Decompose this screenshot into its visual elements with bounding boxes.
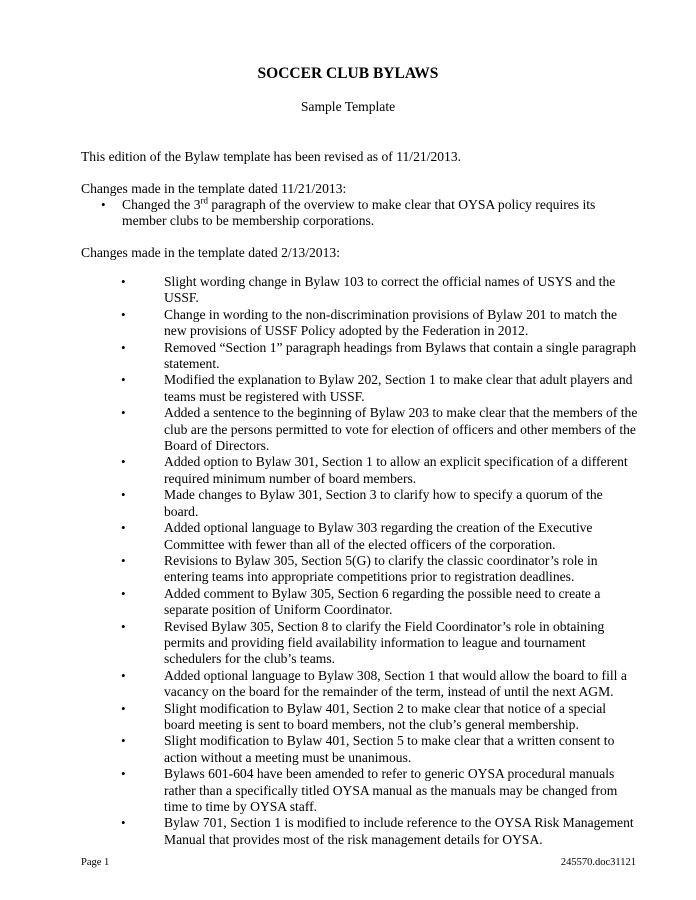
bullet-icon: • [121, 372, 126, 388]
bullet-icon: • [121, 618, 126, 634]
list-item [0, 619, 696, 668]
list-item-text: Bylaws 601-604 have been amended to refer to generic OYSA procedural manuals rather than a specifically titled OYSA manual as the manuals may be changed from time to time by OYSA staff. [164, 766, 618, 814]
footer-doc-id: 245570.doc31121 [560, 857, 636, 868]
list-item-text: Added optional language to Bylaw 308, Section 1 that would allow the board to fill a vacancy on the board for the remainder of the term, instead of until the next AGM. [164, 667, 627, 700]
bullet-icon: • [121, 339, 126, 355]
list-item [0, 733, 696, 766]
list-item [0, 586, 696, 619]
list-item [0, 766, 696, 815]
list-item [0, 372, 696, 405]
list-item [0, 553, 696, 586]
list-item [0, 307, 696, 340]
document-subtitle: Sample Template [300, 99, 396, 114]
list-item-text: Added optional language to Bylaw 303 regarding the creation of the Executive Committee with fewer than all of the elected officers of the corporation. [164, 520, 593, 552]
document-title: SOCCER CLUB BYLAWS [257, 65, 439, 82]
bullet-icon: • [121, 552, 126, 568]
changes-1-item-text: Changed the 3rd paragraph of the overview to make clear that OYSA policy requires its member clubs to be membership corporations. [122, 195, 596, 229]
bullet-icon: • [121, 766, 126, 782]
list-item-text: Added option to Bylaw 301, Section 1 to allow an explicit specification of a different required minimum number of board members. [164, 454, 628, 486]
bullet-icon: • [121, 306, 126, 322]
bullet-icon: • [121, 585, 126, 601]
bullet-icon: • [121, 667, 126, 683]
list-item [0, 405, 696, 454]
list-item [0, 340, 696, 373]
bullet-icon: • [121, 520, 126, 536]
list-item-text: Made changes to Bylaw 301, Section 3 to clarify how to specify a quorum of the board. [164, 487, 603, 519]
bullet-icon: • [121, 815, 126, 831]
changes-2-heading: Changes made in the template dated 2/13/2013: [81, 245, 340, 260]
list-item [0, 701, 696, 734]
bullet-icon: • [121, 700, 126, 716]
list-item-text: Change in wording to the non-discrimination provisions of Bylaw 201 to match the new provisions of USSF Policy adopted by the Federation in 2012. [164, 306, 618, 339]
list-item [0, 454, 696, 487]
list-item-text: Modified the explanation to Bylaw 202, Section 1 to make clear that adult players and teams must be registered with USSF. [164, 372, 633, 404]
bullet-icon: • [101, 197, 106, 212]
revision-note: This edition of the Bylaw template has been revised as of 11/21/2013. [81, 149, 462, 164]
list-item [0, 668, 696, 701]
list-item-text: Added a sentence to the beginning of Bylaw 203 to make clear that the members of the club are the persons permitted to vote for election of officers and other members of the Board of Directors. [164, 405, 638, 454]
list-item-text: Revised Bylaw 305, Section 8 to clarify the Field Coordinator’s role in obtaining permits and providing field availability information to league and tournament schedulers for the club’s teams. [164, 618, 605, 667]
changes-1-heading: Changes made in the template dated 11/21/2013: [81, 181, 347, 196]
list-item-text: Removed “Section 1” paragraph headings from Bylaws that contain a single paragraph statement. [164, 339, 637, 372]
list-item-text: Slight modification to Bylaw 401, Section 2 to make clear that notice of a special board meeting is sent to board members, not the club’s general membership. [164, 700, 607, 732]
bullet-icon: • [121, 274, 126, 289]
list-item-text: Bylaw 701, Section 1 is modified to include reference to the OYSA Risk Management Manual that provides most of the risk management details for OYSA. [164, 815, 634, 847]
list-item-text: Slight wording change in Bylaw 103 to correct the official names of USYS and the USSF. [164, 274, 616, 306]
list-item-text: Added comment to Bylaw 305, Section 6 regarding the possible need to create a separate position of Uniform Coordinator. [164, 585, 601, 618]
footer-page-number: Page 1 [81, 857, 110, 868]
list-item [0, 815, 696, 848]
bullet-icon: • [121, 405, 126, 421]
bullet-icon: • [121, 733, 126, 749]
changes-2-list [0, 274, 696, 848]
bullet-icon: • [121, 487, 126, 503]
list-item [0, 487, 696, 520]
list-item-text: Slight modification to Bylaw 401, Section 5 to make clear that a written consent to action without a meeting must be unanimous. [164, 733, 615, 765]
bullet-icon: • [121, 454, 126, 470]
list-item [0, 520, 696, 553]
list-item [0, 274, 696, 307]
list-item-text: Revisions to Bylaw 305, Section 5(G) to clarify the classic coordinator’s role in entering teams into appropriate competitions prior to registration deadlines. [164, 552, 598, 585]
